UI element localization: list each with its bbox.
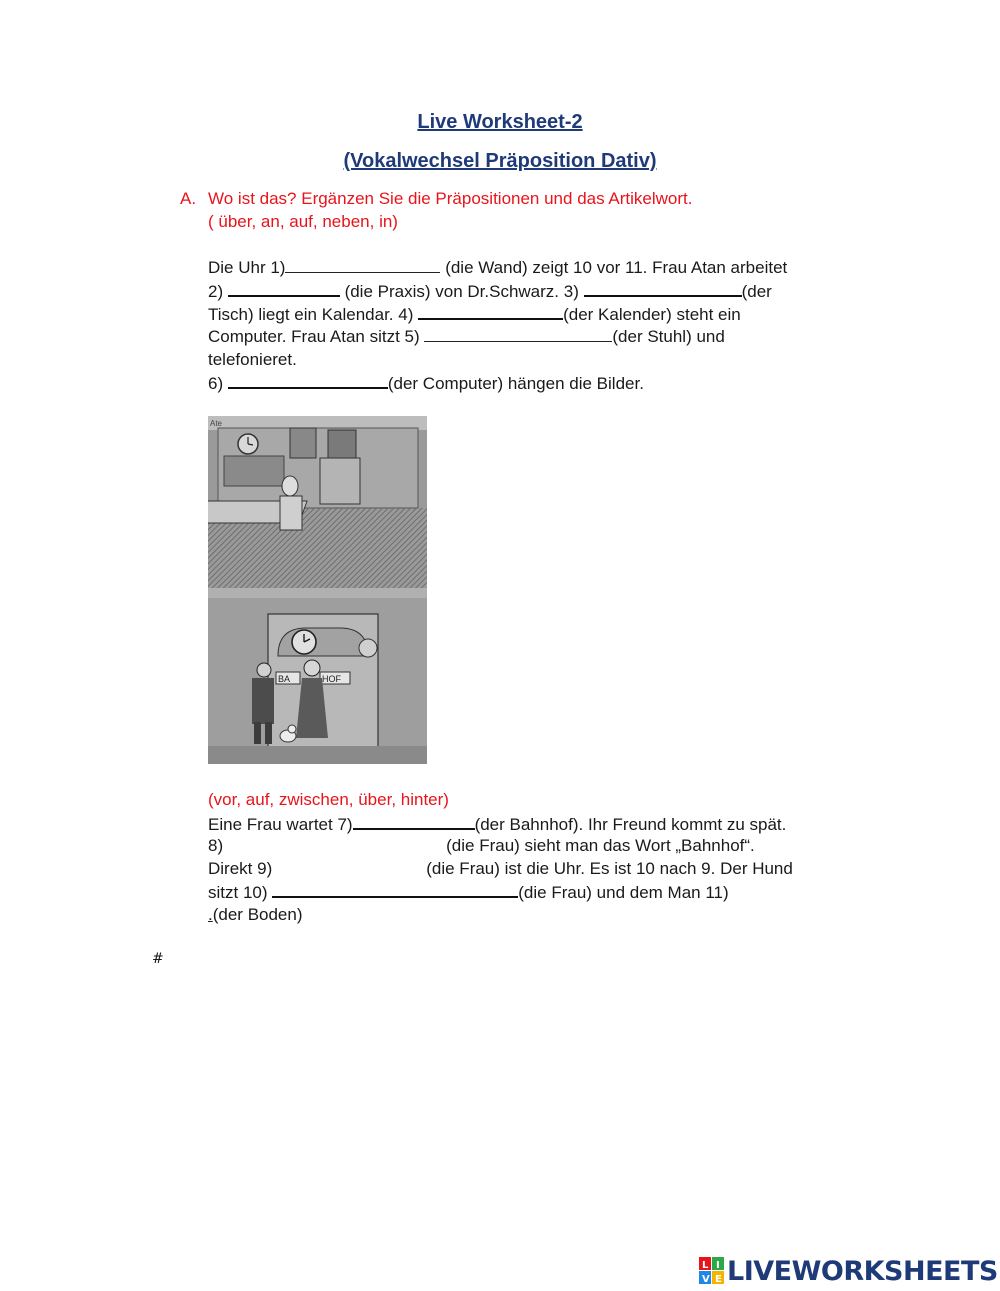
logo-tiles-icon (699, 1257, 725, 1285)
section-a-options: ( über, an, auf, neben, in) (208, 212, 398, 231)
section-a-line-6 (208, 373, 644, 394)
logo-text: LIVEWORKSHEETS (727, 1255, 998, 1287)
blank-10[interactable] (272, 882, 518, 898)
illustration-drawing (208, 416, 427, 764)
photo-top-label: Ate (210, 419, 223, 428)
blank-6[interactable] (228, 373, 388, 389)
text-fragment: (der Stuhl) und (612, 327, 725, 346)
blank-7[interactable] (353, 814, 475, 830)
worksheet-illustration (208, 416, 427, 764)
text-fragment: 6) (208, 374, 228, 393)
text-fragment: Direkt 9) (208, 859, 273, 878)
section-a-marker: A. (180, 189, 197, 208)
photo-sign-left: BA (278, 674, 291, 684)
text-fragment: 8) (208, 836, 224, 855)
worksheet-subtitle: (Vokalwechsel Präposition Dativ) (343, 150, 657, 172)
blank-5[interactable] (424, 327, 612, 342)
logo-tile-letter: V (702, 1274, 710, 1285)
text-fragment: Die Uhr 1) (208, 258, 286, 277)
logo-tile-letter: I (716, 1260, 720, 1271)
text-fragment: (die Frau) ist die Uhr. Es ist 10 nach 9. Der Hund (426, 859, 793, 878)
blank-3[interactable] (584, 281, 742, 297)
section-a-line-5 (208, 350, 297, 370)
text-fragment: Computer. Frau Atan sitzt 5) (208, 327, 425, 346)
text-fragment: (der Computer) hängen die Bilder. (387, 374, 644, 393)
hash-mark: # (152, 951, 164, 967)
section-b-line-5 (208, 905, 303, 925)
worksheet-title: Live Worksheet-2 (417, 111, 583, 133)
section-b-line-2 (208, 836, 755, 856)
section-a-line-4 (208, 327, 725, 347)
section-b-options: (vor, auf, zwischen, über, hinter) (208, 790, 449, 809)
text-fragment: (der Boden) (212, 905, 303, 924)
text-fragment: (der Bahnhof). Ihr Freund kommt zu spät. (474, 815, 787, 834)
logo-tile-letter: L (702, 1260, 709, 1271)
text-fragment: (die Frau) sieht man das Wort „Bahnhof“. (446, 836, 755, 855)
text-fragment: Tisch) liegt ein Kalendar. 4) (208, 305, 419, 324)
section-a-instruction: Wo ist das? Ergänzen Sie die Präpositionen und das Artikelwort. (208, 189, 693, 208)
text-fragment: (der (741, 282, 772, 301)
section-b-line-4 (208, 882, 729, 903)
blank-11[interactable]: . (208, 905, 213, 924)
photo-sign-right: HOF (322, 674, 341, 684)
liveworksheets-logo (699, 1256, 998, 1286)
text-fragment: (der Kalender) steht ein (563, 305, 741, 324)
logo-tile-letter: E (715, 1274, 722, 1285)
section-b-line-1 (208, 814, 786, 835)
text-fragment: sitzt 10) (208, 883, 273, 902)
section-a-line-2 (208, 281, 772, 302)
blank-4[interactable] (418, 304, 563, 320)
section-a-line-3 (208, 304, 741, 325)
section-b-line-3 (208, 859, 793, 879)
text-fragment: telefonieret. (208, 350, 297, 369)
text-fragment: (die Praxis) von Dr.Schwarz. 3) (339, 282, 584, 301)
text-fragment: 2) (208, 282, 228, 301)
blank-1[interactable] (285, 258, 440, 273)
text-fragment: Eine Frau wartet 7) (208, 815, 353, 834)
text-fragment: (die Wand) zeigt 10 vor 11. Frau Atan arbeitet (440, 258, 788, 277)
blank-2[interactable] (228, 281, 340, 297)
section-a-line-1 (208, 258, 787, 278)
text-fragment: (die Frau) und dem Man 11) (518, 883, 729, 902)
